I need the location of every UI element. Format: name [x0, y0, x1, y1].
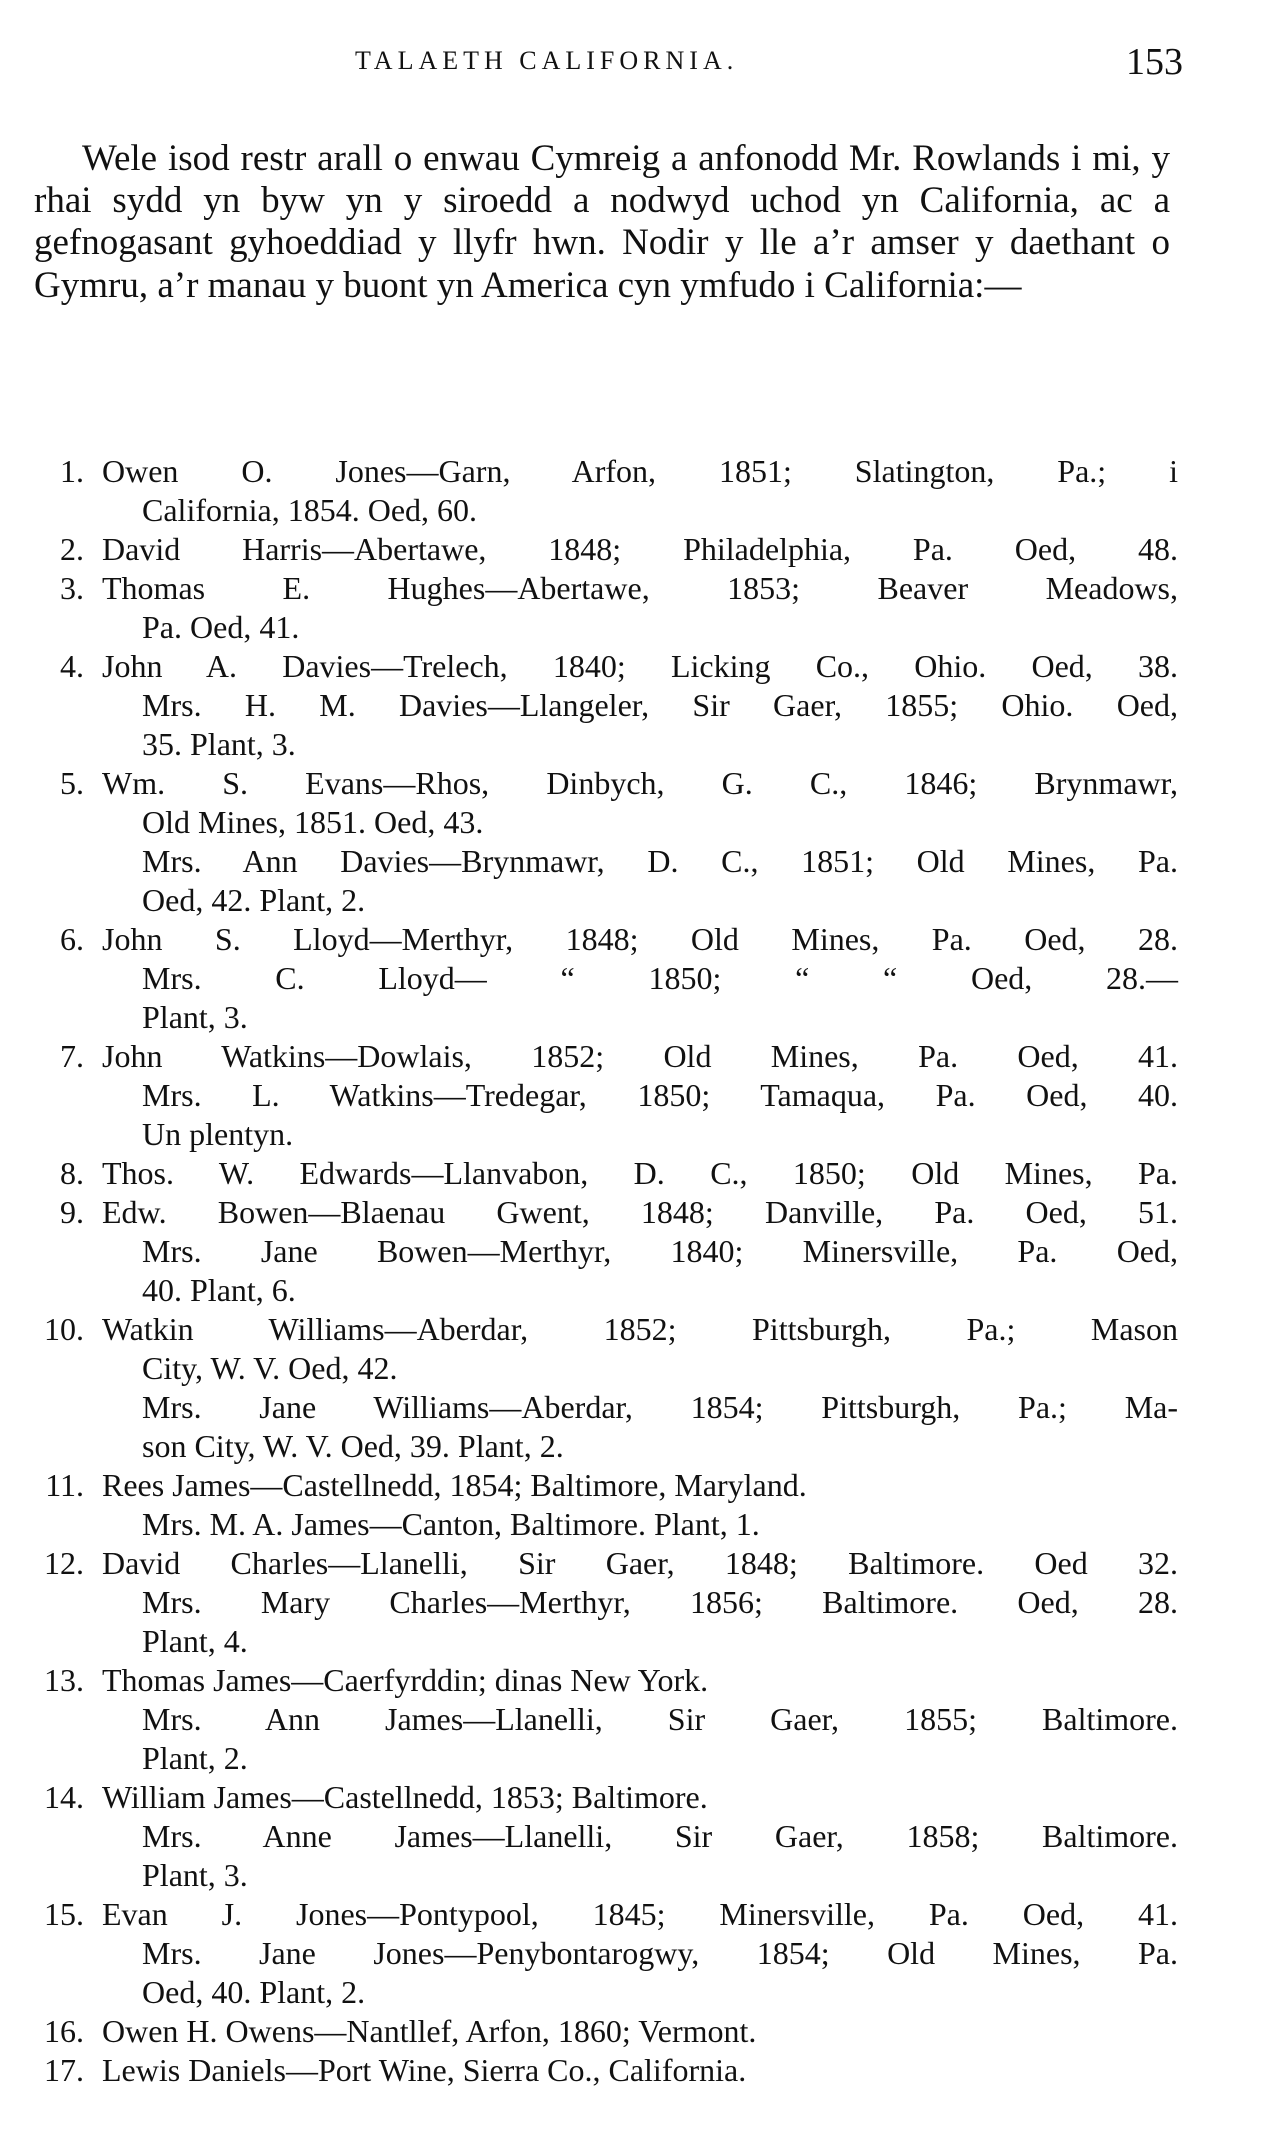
entry-number: 12.	[44, 1545, 84, 1581]
entry-text: Un plentyn.	[142, 1116, 294, 1152]
entry-number: 3.	[60, 570, 84, 606]
list-line	[0, 2012, 1263, 2051]
list-line	[0, 764, 1263, 803]
entry-number: 9.	[60, 1194, 84, 1230]
entry-text: 35. Plant, 3.	[142, 726, 296, 762]
list-line	[0, 1973, 1263, 2012]
entry-number: 10.	[44, 1311, 84, 1347]
list-line	[0, 803, 1263, 842]
name-list	[0, 452, 1263, 2090]
entry-number: 5.	[60, 765, 84, 801]
entry-text: Watkin Williams—Aberdar, 1852; Pittsburgh, Pa.; Mason	[102, 1311, 1178, 1347]
list-line	[0, 1232, 1263, 1271]
entry-text: California, 1854. Oed, 60.	[142, 492, 478, 528]
entry-text: Mrs. M. A. James—Canton, Baltimore. Plant, 1.	[142, 1506, 760, 1542]
list-line	[0, 1934, 1263, 1973]
list-line	[0, 1310, 1263, 1349]
page-number: 153	[1126, 41, 1183, 83]
entry-text: son City, W. V. Oed, 39. Plant, 2.	[142, 1428, 564, 1464]
list-line	[0, 1037, 1263, 1076]
entry-text: John Watkins—Dowlais, 1852; Old Mines, Pa. Oed, 41.	[102, 1038, 1178, 1074]
entry-text: Owen O. Jones—Garn, Arfon, 1851; Slatington, Pa.; i	[102, 453, 1178, 489]
entry-text: Mrs. Jane Williams—Aberdar, 1854; Pittsburgh, Pa.; Ma-	[142, 1389, 1178, 1425]
list-line	[0, 1271, 1263, 1310]
list-line	[0, 686, 1263, 725]
entry-text: Thomas E. Hughes—Abertawe, 1853; Beaver Meadows,	[102, 570, 1178, 606]
entry-text: Rees James—Castellnedd, 1854; Baltimore, Maryland.	[102, 1467, 807, 1503]
entry-text: Plant, 3.	[142, 1857, 248, 1893]
list-line	[0, 842, 1263, 881]
list-line	[0, 1544, 1263, 1583]
entry-number: 11.	[45, 1467, 84, 1503]
running-title: TALAETH CALIFORNIA.	[355, 46, 739, 75]
list-line	[0, 1466, 1263, 1505]
entry-text: Mrs. C. Lloyd— “ 1850; “ “ Oed, 28.—	[142, 960, 1178, 996]
list-line	[0, 1193, 1263, 1232]
entry-number: 15.	[44, 1896, 84, 1932]
entry-number: 13.	[44, 1662, 84, 1698]
list-line	[0, 1583, 1263, 1622]
list-line	[0, 647, 1263, 686]
entry-text: Oed, 40. Plant, 2.	[142, 1974, 366, 2010]
entry-text: 40. Plant, 6.	[142, 1272, 296, 1308]
list-line	[0, 725, 1263, 764]
entry-number: 17.	[44, 2052, 84, 2088]
entry-text: Mrs. H. M. Davies—Llangeler, Sir Gaer, 1855; Ohio. Oed,	[142, 687, 1178, 723]
list-line	[0, 1778, 1263, 1817]
list-line	[0, 1505, 1263, 1544]
entry-text: Mrs. Ann Davies—Brynmawr, D. C., 1851; Old Mines, Pa.	[142, 843, 1178, 879]
list-line	[0, 998, 1263, 1037]
list-line	[0, 1115, 1263, 1154]
intro-paragraph: Wele isod restr arall o enwau Cymreig a anfonodd Mr. Rowlands i mi, y rhai sydd yn byw yn y siroedd a nodwyd uchod yn California, ac a gefnogasant gyhoeddiad y llyfr hwn. Nodir y lle a’r amser y daethant o Gymru, a’r manau y buont yn America cyn ymfudo i California:—	[34, 138, 1170, 306]
entry-text: Plant, 4.	[142, 1623, 248, 1659]
entry-text: Mrs. Anne James—Llanelli, Sir Gaer, 1858; Baltimore.	[142, 1818, 1178, 1854]
entry-text: Thos. W. Edwards—Llanvabon, D. C., 1850; Old Mines, Pa.	[102, 1155, 1178, 1191]
entry-number: 14.	[44, 1779, 84, 1815]
entry-number: 16.	[44, 2013, 84, 2049]
entry-text: Plant, 3.	[142, 999, 248, 1035]
list-line	[0, 452, 1263, 491]
list-line	[0, 569, 1263, 608]
entry-text: Mrs. L. Watkins—Tredegar, 1850; Tamaqua, Pa. Oed, 40.	[142, 1077, 1178, 1113]
entry-text: Thomas James—Caerfyrddin; dinas New York.	[102, 1662, 709, 1698]
entry-text: Lewis Daniels—Port Wine, Sierra Co., California.	[102, 2052, 747, 2088]
entry-text: Mrs. Ann James—Llanelli, Sir Gaer, 1855; Baltimore.	[142, 1701, 1178, 1737]
list-line	[0, 2051, 1263, 2090]
list-line	[0, 959, 1263, 998]
entry-text: John S. Lloyd—Merthyr, 1848; Old Mines, Pa. Oed, 28.	[102, 921, 1178, 957]
list-line	[0, 1661, 1263, 1700]
entry-text: John A. Davies—Trelech, 1840; Licking Co., Ohio. Oed, 38.	[102, 648, 1178, 684]
entry-text: Old Mines, 1851. Oed, 43.	[142, 804, 484, 840]
list-line	[0, 1076, 1263, 1115]
list-line	[0, 1622, 1263, 1661]
list-line	[0, 608, 1263, 647]
entry-number: 4.	[60, 648, 84, 684]
list-line	[0, 1427, 1263, 1466]
entry-text: Mrs. Jane Bowen—Merthyr, 1840; Minersville, Pa. Oed,	[142, 1233, 1178, 1269]
list-line	[0, 1739, 1263, 1778]
entry-number: 7.	[60, 1038, 84, 1074]
entry-text: Oed, 42. Plant, 2.	[142, 882, 366, 918]
list-line	[0, 530, 1263, 569]
entry-text: Mrs. Jane Jones—Penybontarogwy, 1854; Old Mines, Pa.	[142, 1935, 1178, 1971]
entry-text: Mrs. Mary Charles—Merthyr, 1856; Baltimore. Oed, 28.	[142, 1584, 1178, 1620]
entry-number: 1.	[60, 453, 84, 489]
list-line	[0, 1349, 1263, 1388]
list-line	[0, 1856, 1263, 1895]
entry-number: 6.	[60, 921, 84, 957]
list-line	[0, 881, 1263, 920]
entry-text: William James—Castellnedd, 1853; Baltimore.	[102, 1779, 708, 1815]
list-line	[0, 1895, 1263, 1934]
entry-text: Plant, 2.	[142, 1740, 248, 1776]
list-line	[0, 491, 1263, 530]
list-line	[0, 1388, 1263, 1427]
list-line	[0, 920, 1263, 959]
entry-text: Owen H. Owens—Nantllef, Arfon, 1860; Vermont.	[102, 2013, 757, 2049]
entry-text: Evan J. Jones—Pontypool, 1845; Minersville, Pa. Oed, 41.	[102, 1896, 1178, 1932]
entry-text: City, W. V. Oed, 42.	[142, 1350, 398, 1386]
entry-text: David Harris—Abertawe, 1848; Philadelphia, Pa. Oed, 48.	[102, 531, 1178, 567]
list-line	[0, 1700, 1263, 1739]
entry-text: Wm. S. Evans—Rhos, Dinbych, G. C., 1846; Brynmawr,	[102, 765, 1178, 801]
entry-number: 2.	[60, 531, 84, 567]
entry-number: 8.	[60, 1155, 84, 1191]
page-header	[40, 40, 1223, 83]
list-line	[0, 1817, 1263, 1856]
entry-text: Pa. Oed, 41.	[142, 609, 300, 645]
list-line	[0, 1154, 1263, 1193]
entry-text: Edw. Bowen—Blaenau Gwent, 1848; Danville, Pa. Oed, 51.	[102, 1194, 1178, 1230]
entry-text: David Charles—Llanelli, Sir Gaer, 1848; Baltimore. Oed 32.	[102, 1545, 1178, 1581]
